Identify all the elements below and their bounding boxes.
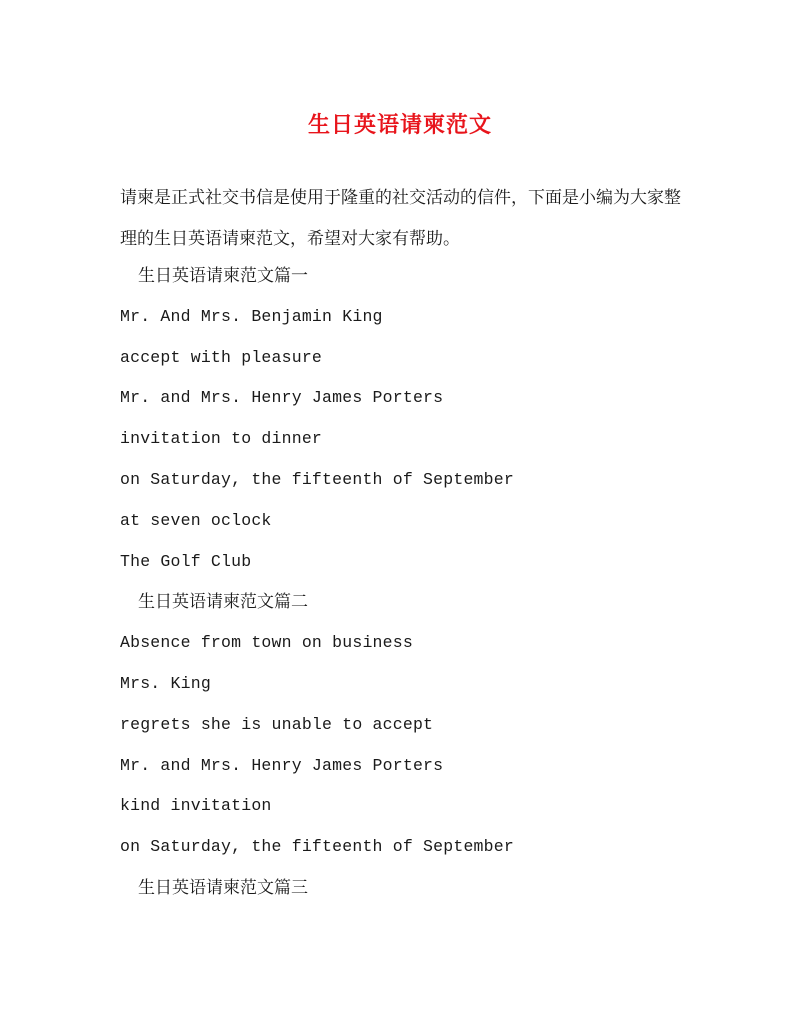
- section-heading: 生日英语请柬范文篇三: [138, 877, 308, 898]
- body-line: Mrs. King: [120, 673, 211, 693]
- body-line: The Golf Club: [120, 551, 252, 571]
- intro-paragraph: 请柬是正式社交书信是使用于隆重的社交活动的信件，下面是小编为大家整理的生日英语请柬范文，希望对大家有帮助。: [120, 188, 681, 249]
- section-heading: 生日英语请柬范文篇二: [138, 592, 308, 613]
- body-line: kind invitation: [120, 796, 272, 816]
- body-line: regrets she is unable to accept: [120, 714, 434, 734]
- body-line: Mr. and Mrs. Henry James Porters: [120, 388, 444, 408]
- body-line: Mr. and Mrs. Henry James Porters: [120, 755, 444, 775]
- body-line: accept with pleasure: [120, 347, 323, 367]
- section-heading: 生日英语请柬范文篇一: [138, 266, 308, 286]
- body-line: on Saturday, the fifteenth of September: [120, 469, 514, 489]
- body-line: invitation to dinner: [120, 429, 323, 449]
- body-line: Mr. And Mrs. Benjamin King: [120, 306, 383, 326]
- content-lines: [120, 256, 720, 909]
- body-line: Absence from town on business: [120, 633, 413, 653]
- body-line: at seven oclock: [120, 510, 272, 530]
- document-title: 生日英语请柬范文: [307, 112, 492, 138]
- body-line: on Saturday, the fifteenth of September: [120, 837, 514, 857]
